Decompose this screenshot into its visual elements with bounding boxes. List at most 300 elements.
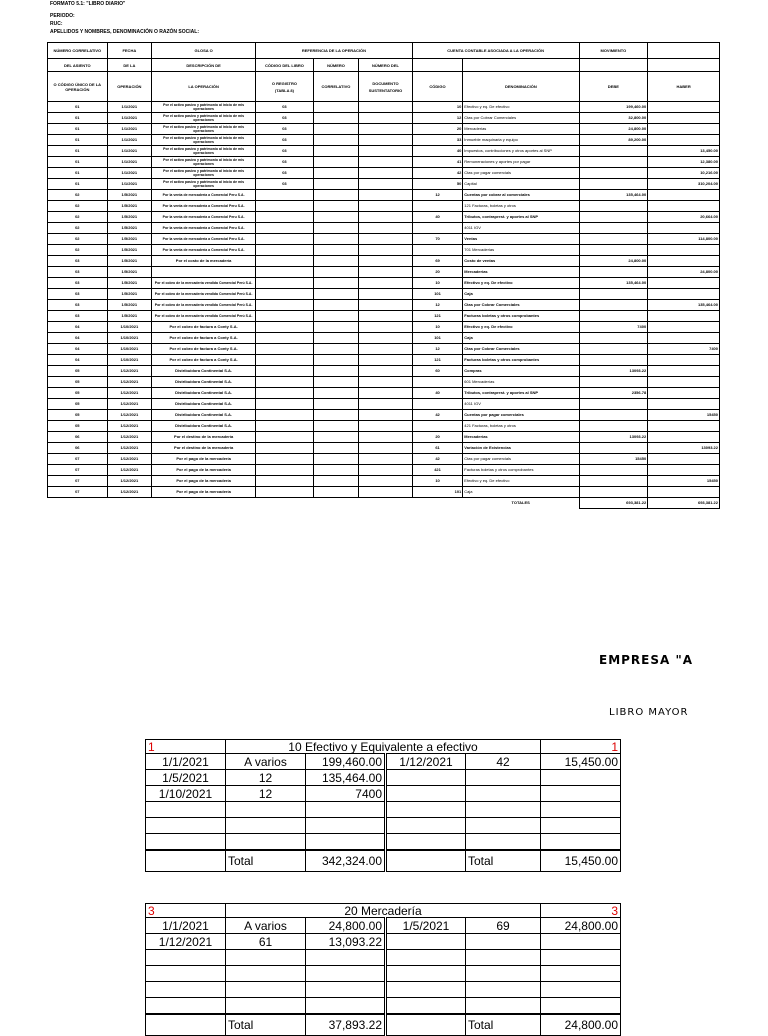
cell-haber [648,289,720,300]
th-debe: DEBE [579,72,648,102]
cell-glosa: Por el cobro de la mercadería vendida Comercial Perú S.A. [152,300,256,311]
header-row-2 [48,59,720,72]
cell-haber: 135,464.00 [648,300,720,311]
cell-codigo-libro [256,421,314,432]
cell-glosa [152,267,256,278]
cell-correlativo [313,366,358,377]
cell-glosa: Distribuidora Continental S.A. [152,377,256,388]
cell-debe [579,487,648,498]
cell-fecha: 1/5/2021 [107,311,151,322]
ledger-total-label-right: Total [466,850,541,872]
th-sustentatorio: SUSTENTATORIO [368,87,403,93]
ledger-haber-ref [466,834,541,851]
cell-documento [359,135,413,146]
cell-denominacion: Tributos, contraprest. y aportes al SNP [463,388,579,399]
cell-correlativo [313,157,358,168]
cell-denominacion: Ctas por Cobrar Comerciales [463,113,579,124]
cell-debe: 32,800.00 [579,113,648,124]
cell-codigo: 101 [412,289,463,300]
header-row-3 [48,72,720,102]
cell-codigo: 40 [412,212,463,223]
cell-denominacion: Efectivo y eq. De efectivo [463,102,579,113]
cell-codigo: 12 [412,300,463,311]
cell-glosa: Por el activo pasivo y patrimonio al inicio de mis operaciones [152,168,256,179]
cell-codigo [412,223,463,234]
th-num-corr: NÚMERO CORRELATIVO [48,43,108,59]
diario-row [48,113,720,124]
cell-codigo-libro [256,432,314,443]
ledger-total-label: Total [226,850,306,872]
ledger-debe-ref [226,950,306,966]
cell-fecha: 1/12/2021 [107,366,151,377]
cell-documento [359,267,413,278]
cell-denominacion: 121 Facturas, boletas y otros [463,201,579,212]
cell-denominacion: Capital [463,179,579,190]
ledger-haber-monto: 15,450.00 [541,754,621,770]
th-descripcion: DESCRIPCIÓN DE [152,59,256,72]
cell-codigo [412,399,463,410]
ledger-total-debe: 342,324.00 [306,850,386,872]
cell-correlativo [313,212,358,223]
cell-documento [359,355,413,366]
ledger-haber-fecha [386,786,466,802]
cell-glosa: Por el activo pasivo y patrimonio al inicio de mis operaciones [152,124,256,135]
ledger-debe-monto: 13,093.22 [306,934,386,950]
diario-row [48,322,720,333]
cell-codigo: 12 [412,344,463,355]
cell-codigo [412,421,463,432]
cell-debe [579,465,648,476]
th-cuenta: CUENTA CONTABLE ASOCIADA A LA OPERACIÓN [412,43,579,59]
cell-correlativo [313,443,358,454]
cell-codigo-libro: 03 [256,146,314,157]
diario-row [48,454,720,465]
cell-numero: 07 [48,465,108,476]
cell-numero: 03 [48,311,108,322]
cell-numero: 05 [48,366,108,377]
diario-row [48,410,720,421]
th-correlativo: CORRELATIVO [313,72,358,102]
diario-row [48,355,720,366]
ledger-haber-ref [466,934,541,950]
empty-cell [107,498,151,509]
cell-denominacion: Caja [463,333,579,344]
cell-numero: 03 [48,300,108,311]
cell-documento [359,399,413,410]
cell-numero: 06 [48,443,108,454]
cell-codigo-libro [256,278,314,289]
cell-correlativo [313,267,358,278]
cell-denominacion: 4011 IGV [463,399,579,410]
ledger-haber-ref: 69 [466,918,541,934]
ledger-haber-fecha [386,818,466,834]
cell-correlativo [313,333,358,344]
cell-numero: 06 [48,432,108,443]
diario-row [48,124,720,135]
ledger-total-label: Total [226,1014,306,1036]
cell-documento [359,157,413,168]
empresa-title: EMPRESA "A [599,653,694,667]
th-glosa: GLOSA O [152,43,256,59]
ledger-debe-monto [306,818,386,834]
cell-fecha: 1/5/2021 [107,245,151,256]
cell-denominacion: 601 Mercaderías [463,377,579,388]
cell-debe [579,300,648,311]
cell-correlativo [313,311,358,322]
cell-correlativo [313,256,358,267]
cell-debe [579,146,648,157]
cell-codigo: 61 [412,443,463,454]
th-operacion: OPERACIÓN [107,72,151,102]
cell-codigo-libro [256,476,314,487]
formato-title: FORMATO 5.1: "LIBRO DIARIO" [50,1,126,7]
cell-haber [648,245,720,256]
cell-fecha: 1/5/2021 [107,201,151,212]
cell-numero: 01 [48,135,108,146]
ledger-debe-ref [226,834,306,851]
cell-denominacion: Efectivo y eq. De efectivo [463,476,579,487]
cell-haber [648,278,720,289]
cell-haber [648,421,720,432]
th-codigo-unico: O CÓDIGO ÚNICO DE LA OPERACIÓN [48,72,108,102]
ledger-haber-fecha [386,802,466,818]
cell-codigo-libro: 03 [256,157,314,168]
ledger-haber-fecha [386,998,466,1015]
libro-diario-table [47,42,720,509]
cell-codigo-libro: 03 [256,102,314,113]
ledger-haber-fecha [386,834,466,851]
ledger-haber-fecha [386,982,466,998]
cell-codigo-libro [256,311,314,322]
diario-row [48,399,720,410]
ledger-row [146,934,621,950]
cell-debe: 7400 [579,322,648,333]
cell-fecha: 1/1/2021 [107,113,151,124]
cell-denominacion: Ctas por Cobrar Comerciales [463,300,579,311]
cell-denominacion: Efectivo y eq. De efectivo [463,322,579,333]
cell-correlativo [313,322,358,333]
cell-debe: 24,800.00 [579,256,648,267]
cell-fecha: 1/5/2021 [107,289,151,300]
cell-correlativo [313,102,358,113]
cell-documento [359,377,413,388]
ledger-debe-fecha: 1/12/2021 [146,934,226,950]
cell-correlativo [313,300,358,311]
cell-glosa: Por el cobro de factura a Conty S.A. [152,322,256,333]
ledger-debe-ref [226,966,306,982]
cell-correlativo [313,432,358,443]
cell-denominacion: Ventas [463,234,579,245]
cell-glosa: Por el cobro de la mercadería vendida Comercial Perú S.A. [152,278,256,289]
cell-debe [579,377,648,388]
ledger-row [146,754,621,770]
cell-documento [359,113,413,124]
cell-correlativo [313,146,358,157]
cell-documento [359,410,413,421]
cell-documento [359,124,413,135]
ledger-account-title: 10 Efectivo y Equivalente a efectivo [226,740,541,754]
cell-codigo-libro [256,300,314,311]
cell-denominacion: Tributos, contraprest. y aportes al SNP [463,212,579,223]
ledger-haber-monto [541,966,621,982]
cell-haber [648,377,720,388]
cell-codigo: 421 [412,465,463,476]
cell-glosa: Por el destino de la mercadería [152,443,256,454]
cell-haber: 114,800.00 [648,234,720,245]
empty-cell [386,1014,466,1036]
ledger-total-row [146,850,621,872]
cell-debe [579,289,648,300]
th-numero: NÚMERO [313,59,358,72]
diario-row [48,190,720,201]
cell-correlativo [313,201,358,212]
ledger-haber-monto [541,950,621,966]
cell-codigo-libro: 03 [256,113,314,124]
ledger-num-left: 3 [146,904,226,918]
cell-fecha: 1/12/2021 [107,421,151,432]
diario-row [48,146,720,157]
cell-debe [579,157,648,168]
cell-glosa: Por el pago de la mercadería [152,465,256,476]
empty-cell [313,498,358,509]
cell-haber: 15450 [648,410,720,421]
cell-glosa: Por la venta de mercadería a Comercial Peru S.A. [152,234,256,245]
cell-correlativo [313,388,358,399]
diario-row [48,179,720,190]
ledger-haber-monto: 24,800.00 [541,918,621,934]
ledger-debe-monto: 199,460.00 [306,754,386,770]
cell-codigo-libro [256,487,314,498]
ledger-debe-monto: 7400 [306,786,386,802]
ledger-haber-monto [541,998,621,1015]
cell-denominacion: Compras [463,366,579,377]
cell-documento [359,333,413,344]
cell-codigo: 41 [412,157,463,168]
diario-row [48,157,720,168]
cell-fecha: 1/12/2021 [107,399,151,410]
cell-correlativo [313,179,358,190]
cell-codigo-libro [256,289,314,300]
cell-fecha: 1/10/2021 [107,322,151,333]
cell-documento [359,454,413,465]
cell-codigo: 33 [412,135,463,146]
ledger-debe-fecha [146,950,226,966]
cell-fecha: 1/12/2021 [107,476,151,487]
cell-codigo-libro: 03 [256,135,314,146]
ledger-total-row [146,1014,621,1036]
cell-glosa: Por el activo pasivo y patrimonio al inicio de mis operaciones [152,135,256,146]
cell-documento [359,322,413,333]
cell-codigo: 12 [412,113,463,124]
cell-haber [648,454,720,465]
cell-debe: 13093.22 [579,366,648,377]
cell-glosa: Por el activo pasivo y patrimonio al inicio de mis operaciones [152,102,256,113]
cell-haber [648,465,720,476]
ledger-haber-ref [466,802,541,818]
cell-documento [359,179,413,190]
cell-documento [359,245,413,256]
cell-codigo-libro: 03 [256,168,314,179]
ledger-title-row [146,740,621,754]
cell-numero: 04 [48,355,108,366]
cell-glosa: Por el activo pasivo y patrimonio al inicio de mis operaciones [152,113,256,124]
ledger-num-right: 1 [541,740,621,754]
cell-fecha: 1/12/2021 [107,377,151,388]
cell-fecha: 1/1/2021 [107,102,151,113]
cell-debe: 135,464.00 [579,278,648,289]
cell-haber [648,399,720,410]
cell-codigo: 40 [412,388,463,399]
cell-glosa: Por el cobro de la mercadería vendida Comercial Perú S.A. [152,311,256,322]
cell-haber [648,102,720,113]
ledger-haber-monto [541,802,621,818]
cell-debe [579,223,648,234]
header-row-1 [48,43,720,59]
cell-glosa: Por el cobro de factura a Conty S.A. [152,355,256,366]
cell-numero: 04 [48,344,108,355]
cell-correlativo [313,278,358,289]
ledger-haber-fecha [386,934,466,950]
ledger-debe-ref [226,818,306,834]
cell-codigo-libro [256,366,314,377]
cell-correlativo [313,465,358,476]
cell-numero: 01 [48,157,108,168]
cell-haber: 20,664.00 [648,212,720,223]
cell-codigo-libro [256,410,314,421]
ledger-debe-fecha: 1/1/2021 [146,918,226,934]
ledger-debe-fecha [146,998,226,1015]
ledger-debe-fecha [146,818,226,834]
cell-numero: 04 [48,333,108,344]
ledger-debe-monto [306,966,386,982]
cell-haber: 15450 [648,476,720,487]
cell-haber [648,355,720,366]
cell-debe: 15450 [579,454,648,465]
cell-debe [579,355,648,366]
cell-debe: 89,200.00 [579,135,648,146]
cell-glosa: Por la venta de mercadería a Comercial Peru S.A. [152,201,256,212]
cell-codigo-libro [256,344,314,355]
cell-codigo-libro [256,333,314,344]
th-o-registro: O REGISTRO [271,80,297,86]
cell-numero: 01 [48,102,108,113]
cell-fecha: 1/1/2021 [107,179,151,190]
diario-row [48,201,720,212]
cell-debe [579,410,648,421]
cell-documento [359,102,413,113]
ledger-haber-monto [541,834,621,851]
cell-haber [648,223,720,234]
ledger-account-table [145,903,621,1036]
cell-haber [648,135,720,146]
cell-codigo-libro [256,465,314,476]
cell-haber [648,366,720,377]
cell-haber [648,322,720,333]
cell-codigo: 60 [412,366,463,377]
totales-label: TOTALES [511,500,530,506]
cell-codigo-libro [256,245,314,256]
cell-codigo: 10 [412,476,463,487]
cell-codigo: 50 [412,179,463,190]
cell-debe [579,311,648,322]
cell-denominacion: Efectivo y eq. De efectivo [463,278,579,289]
th-la-operacion: LA OPERACIÓN [152,72,256,102]
cell-denominacion: Cuentas por cobrar al comerciales [463,190,579,201]
cell-glosa: Por el costo de la mercadería [152,256,256,267]
cell-haber: 12,380.00 [648,157,720,168]
ledger-haber-fecha [386,950,466,966]
cell-codigo: 101 [412,333,463,344]
cell-haber [648,201,720,212]
cell-codigo: 42 [412,410,463,421]
periodo-label: PERIODO: [50,13,75,19]
libro-mayor-title: LIBRO MAYOR [609,707,689,718]
ledger-debe-ref [226,998,306,1015]
cell-documento [359,443,413,454]
ledger-debe-monto [306,802,386,818]
empty-cell [152,498,256,509]
cell-numero: 02 [48,223,108,234]
cell-codigo: 10 [412,102,463,113]
cell-fecha: 1/5/2021 [107,234,151,245]
ledger-haber-ref [466,966,541,982]
cell-numero: 01 [48,113,108,124]
cell-numero: 02 [48,201,108,212]
cell-fecha: 1/12/2021 [107,443,151,454]
cell-denominacion: Ctas por pagar comercials [463,168,579,179]
cell-denominacion: Caja [463,487,579,498]
cell-correlativo [313,223,358,234]
ledger-debe-ref [226,982,306,998]
cell-documento [359,212,413,223]
ledger-account-table [145,739,621,872]
cell-debe [579,212,648,223]
cell-debe [579,421,648,432]
cell-codigo-libro [256,223,314,234]
cell-codigo-libro [256,355,314,366]
cell-denominacion: Mercaderias [463,267,579,278]
cell-codigo: 20 [412,432,463,443]
cell-haber [648,113,720,124]
cell-glosa: Por la venta de mercadería a Comercial Peru S.A. [152,223,256,234]
ledger-debe-ref: A varios [226,918,306,934]
cell-fecha: 1/1/2021 [107,124,151,135]
cell-codigo-libro [256,190,314,201]
cell-denominacion: Ctas por Cobrar Comerciales [463,344,579,355]
cell-glosa: Por el destino de la mercadería [152,432,256,443]
cell-numero: 05 [48,410,108,421]
cell-numero: 03 [48,289,108,300]
cell-correlativo [313,454,358,465]
cell-glosa: Por el cobro de factura a Conty S.A. [152,333,256,344]
cell-fecha: 1/5/2021 [107,278,151,289]
cell-glosa: Por el cobro de la mercadería vendida Comercial Perú S.A. [152,289,256,300]
ledger-haber-fecha: 1/5/2021 [386,918,466,934]
cell-debe [579,234,648,245]
diario-row [48,443,720,454]
cell-haber [648,256,720,267]
razon-social-label: APELLIDOS Y NOMBRES, DENOMINACIÓN O RAZÓN SOCIAL: [50,29,199,35]
ledger-debe-fecha [146,802,226,818]
ledger-debe-fecha [146,982,226,998]
cell-documento [359,300,413,311]
ledger-debe-ref: A varios [226,754,306,770]
cell-denominacion: Mercaderias [463,124,579,135]
cell-correlativo [313,421,358,432]
cell-numero: 02 [48,234,108,245]
ledger-row [146,770,621,786]
cell-fecha: 1/5/2021 [107,212,151,223]
